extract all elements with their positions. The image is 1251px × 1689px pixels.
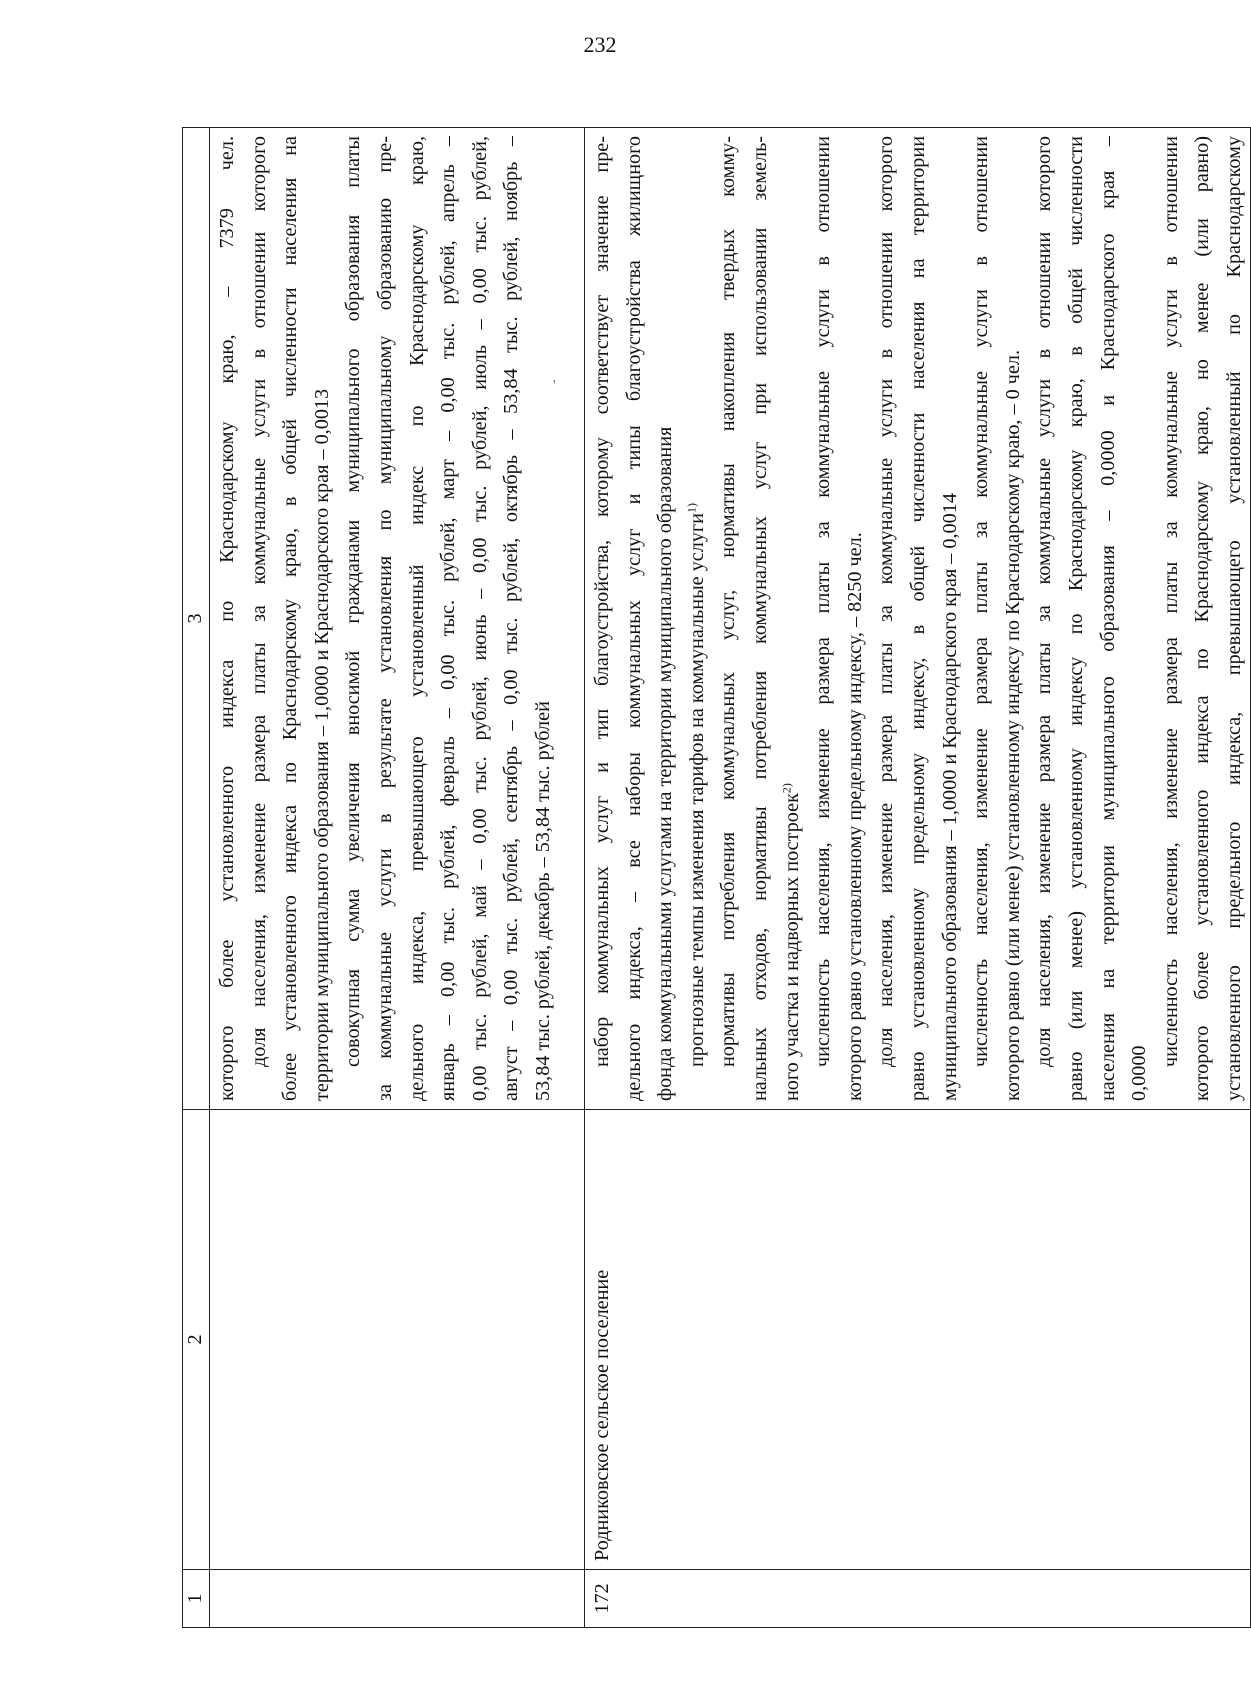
header-col-3: 3 <box>183 128 210 1110</box>
row-number <box>210 1570 585 1628</box>
footnote-marker: 2) <box>778 783 793 794</box>
footnote-marker: 1) <box>684 503 699 514</box>
header-col-2: 2 <box>183 1110 210 1570</box>
municipality-name: Родниковское сельское поселение <box>585 1110 1251 1570</box>
text-line-content: ного участка и надворных построек <box>780 793 803 1101</box>
text-line: населения на территории муниципального образования – 0,0000 и Краснодарского края – <box>1096 136 1119 1101</box>
municipality-name <box>210 1110 585 1570</box>
text-line: фонда коммунальными услугами на территории муниципального образования <box>654 426 677 1101</box>
row-details <box>210 128 585 1110</box>
text-line: дельного индекса, – все наборы коммунальных услуг и типы благоустройства жилищного <box>622 136 645 1101</box>
rotated-table-container <box>182 128 1245 1628</box>
text-line: равно (или менее) установленному индексу по Краснодарскому краю, в общей численности <box>1064 136 1087 1101</box>
text-line: доля населения, изменение размера платы за коммунальные услуги в отношении которого <box>875 136 898 1067</box>
scan-mark: ' <box>553 378 556 393</box>
row-number: 172 <box>585 1570 1251 1628</box>
text-line: численность населения, изменение размера платы за коммунальные услуги в отношении <box>1159 136 1182 1067</box>
table-row <box>585 128 1251 1628</box>
text-line: набор коммунальных услуг и тип благоустройства, которому соответствует значение пре- <box>591 136 613 1067</box>
text-line: территории муниципального образования – 1,0000 и Краснодарского края – 0,0013 <box>310 388 333 1101</box>
header-col-1: 1 <box>183 1570 210 1628</box>
text-line: численность населения, изменение размера платы за коммунальные услуги в отношении <box>970 136 993 1067</box>
text-line: 0,00 тыс. рублей, май – 0,00 тыс. рублей, июнь – 0,00 тыс. рублей, июль – 0,00 тыс. рублей, <box>468 136 491 1101</box>
text-line: совокупная сумма увеличения вносимой гражданами муниципального образования платы <box>342 136 365 1067</box>
text-line: установленного предельного индекса, превышающего установленный по Краснодарскому <box>1222 136 1245 1101</box>
text-line-content: прогнозные темпы изменения тарифов на коммунальные услуги <box>685 513 708 1067</box>
text-line: доля населения, изменение размера платы за коммунальные услуги в отношении которого <box>1033 136 1056 1067</box>
text-line: январь – 0,00 тыс. рублей, февраль – 0,00 тыс. рублей, март – 0,00 тыс. рублей, апрель – <box>437 136 460 1101</box>
text-line <box>682 136 714 1101</box>
text-line: дельного индекса, превышающего установленный индекс по Краснодарскому краю, <box>405 136 428 1101</box>
table-row <box>210 128 585 1628</box>
text-line: доля населения, изменение размера платы за коммунальные услуги в отношении которого <box>247 136 270 1067</box>
text-line: равно установленному предельному индексу, в общей численности населения на территории <box>906 136 929 1101</box>
text-line: которого более установленного индекса по Краснодарскому краю, но менее (или равно) <box>1191 136 1214 1101</box>
row-details <box>585 128 1251 1110</box>
text-line <box>777 136 809 1101</box>
table-header-row <box>183 128 210 1628</box>
text-line: нормативы потребления коммунальных услуг, нормативы накопления твердых комму- <box>717 136 740 1067</box>
text-line: август – 0,00 тыс. рублей, сентябрь – 0,00 тыс. рублей, октябрь – 53,84 тыс. рублей, ноябрь – <box>500 136 523 1101</box>
tariff-table <box>182 127 1251 1628</box>
text-line: которого более установленного индекса по Краснодарскому краю, – 7379 чел. <box>216 136 238 1101</box>
text-line: 53,84 тыс. рублей, декабрь – 53,84 тыс. рублей <box>531 701 554 1101</box>
text-line: муниципального образования – 1,0000 и Краснодарского края – 0,0014 <box>938 493 961 1101</box>
text-line: более установленного индекса по Краснодарскому краю, в общей численности населения на <box>279 136 302 1101</box>
text-line: которого равно установленному предельному индексу, – 8250 чел. <box>843 532 866 1101</box>
text-line: численность населения, изменение размера платы за коммунальные услуги в отношении <box>812 136 835 1067</box>
page-number: 232 <box>583 32 617 57</box>
text-line: нальных отходов, нормативы потребления коммунальных услуг при использовании земель- <box>748 136 771 1101</box>
text-line: за коммунальные услуги в результате установления по муниципальному образованию пре- <box>373 136 396 1101</box>
text-line: 0,0000 <box>1128 1045 1151 1101</box>
text-line: которого равно (или менее) установленному индексу по Краснодарскому краю, – 0 чел. <box>1001 349 1024 1101</box>
